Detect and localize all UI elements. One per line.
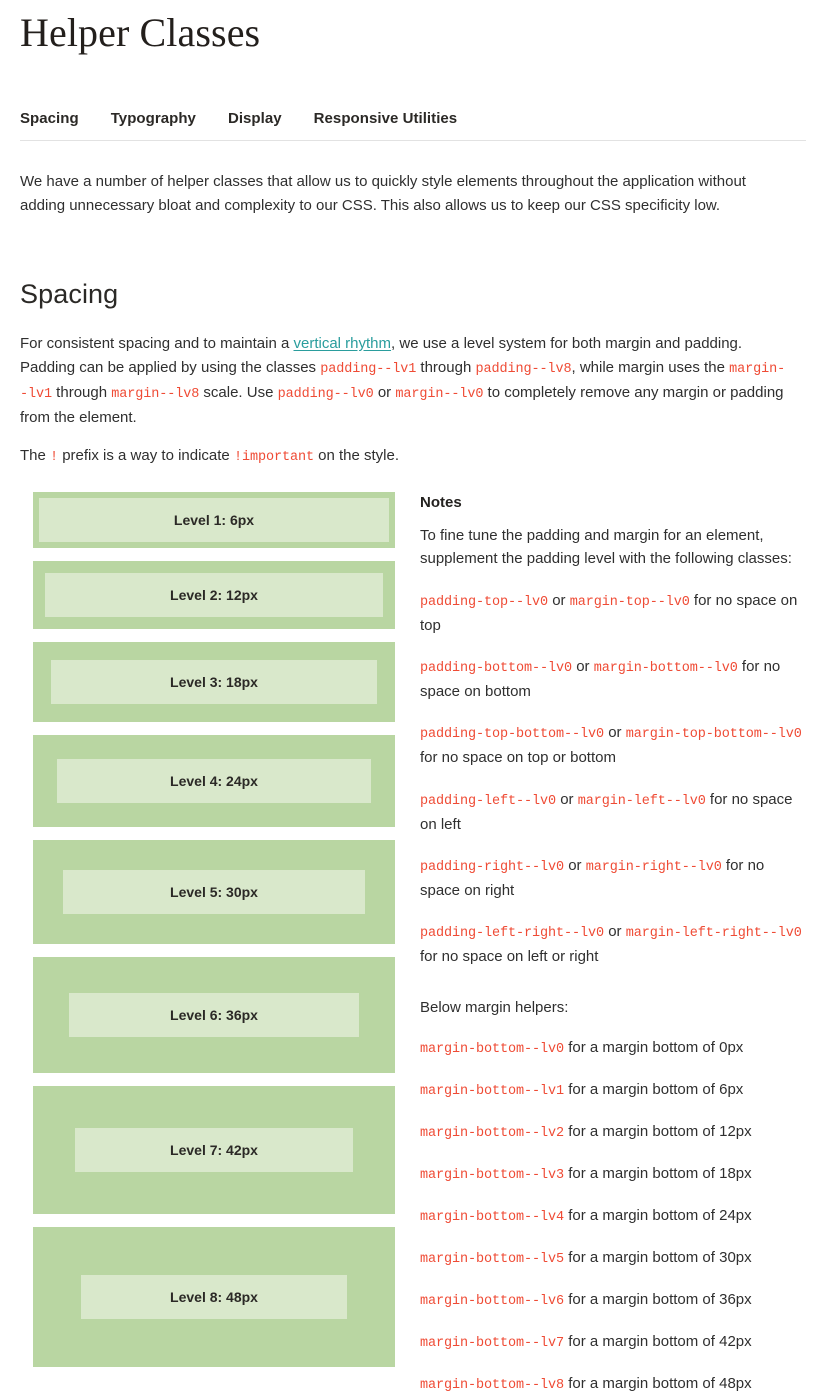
below-margin-helpers-title: Below margin helpers: <box>420 999 569 1017</box>
code-class: margin-left--lv0 <box>577 793 706 809</box>
notes-column <box>395 492 806 1397</box>
text-fragment: prefix is a way to indicate <box>58 446 234 464</box>
code-class: margin-bottom--lv0 <box>593 661 738 677</box>
code-class: padding-right--lv0 <box>420 859 565 875</box>
code-class: margin-top--lv0 <box>569 595 690 611</box>
text-fragment: for no space on bottom <box>420 658 781 701</box>
code-class: padding-bottom--lv0 <box>420 661 573 677</box>
text-fragment: , we use a level system for both margin and padding. Padding can be applied by using the classes <box>20 334 743 376</box>
code-class: margin-bottom--lv0 <box>420 1042 565 1058</box>
spacing-paragraph <box>20 332 790 430</box>
helper-row <box>420 854 806 902</box>
code-padding-lv0: padding--lv0 <box>277 386 374 402</box>
code-class: padding-left-right--lv0 <box>420 926 605 941</box>
text-fragment: or <box>373 383 396 401</box>
spacing-level-list <box>20 492 395 1380</box>
text-fragment: for a margin bottom of 18px <box>564 1165 752 1183</box>
text-fragment: or <box>604 724 626 742</box>
margin-helper-row <box>420 1330 806 1355</box>
spacing-demo-columns <box>20 492 806 1397</box>
spacing-level-box <box>33 1227 395 1367</box>
text-fragment: for no space on right <box>420 856 765 899</box>
tab-spacing[interactable]: Spacing <box>20 110 79 127</box>
text-fragment: or <box>548 592 570 610</box>
code-class: padding-top-bottom--lv0 <box>420 727 605 743</box>
spacing-level-box <box>33 957 395 1073</box>
margin-helper-row <box>420 1246 806 1271</box>
text-fragment: for no space on top <box>420 592 798 635</box>
text-fragment: for a margin bottom of 48px <box>564 1374 752 1392</box>
text-fragment: for a margin bottom of 12px <box>564 1123 752 1141</box>
text-fragment: for a margin bottom of 36px <box>564 1290 752 1308</box>
text-fragment: The <box>20 446 51 464</box>
tab-typography[interactable]: Typography <box>110 110 196 127</box>
text-fragment: on the style. <box>313 446 400 464</box>
code-class: margin-top-bottom--lv0 <box>625 727 802 743</box>
spacing-level-label: Level 2: 12px <box>45 573 383 617</box>
text-fragment: for a margin bottom of 6px <box>564 1081 744 1099</box>
margin-helper-row <box>420 1372 806 1397</box>
code-class: padding-left--lv0 <box>420 793 557 809</box>
code-class: margin-bottom--lv6 <box>420 1293 565 1309</box>
text-fragment: to completely remove any margin or padding from the element. <box>20 383 784 426</box>
tab-display[interactable]: Display <box>227 110 282 127</box>
text-fragment: for no space on top or bottom <box>420 749 616 767</box>
code-margin-lv8: margin--lv8 <box>111 386 200 402</box>
notes-intro: To fine tune the padding and margin for an element, supplement the padding level with the following classes: <box>420 526 792 568</box>
text-fragment: through <box>52 383 112 401</box>
content-container <box>0 10 826 1397</box>
code-class: margin-bottom--lv2 <box>420 1126 565 1142</box>
code-class: padding-top--lv0 <box>420 595 549 611</box>
code-important: !important <box>233 449 314 465</box>
code-class: margin-right--lv0 <box>585 859 722 875</box>
code-class: margin-left-right--lv0 <box>625 926 802 941</box>
spacing-level-label: Level 3: 18px <box>51 660 377 704</box>
text-fragment: for no space on left <box>420 790 793 833</box>
spacing-level-box <box>33 840 395 944</box>
spacing-level-box <box>33 492 395 548</box>
text-fragment: for a margin bottom of 30px <box>564 1249 752 1267</box>
margin-helper-row <box>420 1162 806 1187</box>
spacing-level-label: Level 6: 36px <box>69 993 359 1037</box>
spacing-level-label: Level 8: 48px <box>81 1275 347 1319</box>
code-padding-lv8: padding--lv8 <box>475 361 572 377</box>
intro-paragraph: We have a number of helper classes that allow us to quickly style elements throughout the application without adding unnecessary bloat and complexity to our CSS. This also allows us to keep our CSS specificity low. <box>20 173 746 215</box>
code-class: margin-bottom--lv3 <box>420 1168 565 1184</box>
margin-helper-row <box>420 1036 806 1061</box>
text-fragment: for a margin bottom of 0px <box>564 1039 744 1057</box>
code-bang: ! <box>50 449 59 465</box>
code-padding-lv1: padding--lv1 <box>320 361 417 377</box>
helper-row <box>420 788 806 836</box>
helper-row <box>420 721 806 769</box>
code-class: margin-bottom--lv5 <box>420 1252 565 1268</box>
tab-responsive-utilities[interactable]: Responsive Utilities <box>313 110 458 127</box>
code-class: margin-bottom--lv4 <box>420 1210 565 1226</box>
code-margin-lv1: margin--lv1 <box>20 361 786 402</box>
code-class: margin-bottom--lv1 <box>420 1084 565 1100</box>
spacing-level-box <box>33 561 395 629</box>
page-root <box>0 10 826 1397</box>
margin-helper-row <box>420 1288 806 1313</box>
text-fragment: for a margin bottom of 24px <box>564 1207 752 1225</box>
vertical-rhythm-link[interactable]: vertical rhythm <box>293 334 392 352</box>
text-fragment: or <box>564 856 586 874</box>
spacing-level-label: Level 4: 24px <box>57 759 371 803</box>
margin-helper-row <box>420 1204 806 1229</box>
spacing-level-label: Level 7: 42px <box>75 1128 353 1172</box>
margin-helper-row <box>420 1120 806 1145</box>
important-prefix-paragraph <box>20 444 790 469</box>
text-fragment: or <box>604 923 626 940</box>
code-class: margin-bottom--lv8 <box>420 1377 565 1393</box>
helper-row <box>420 920 806 968</box>
code-class: margin-bottom--lv7 <box>420 1335 565 1351</box>
spacing-level-box <box>33 735 395 827</box>
text-fragment: scale. Use <box>199 383 278 401</box>
spacing-level-label: Level 5: 30px <box>63 870 365 914</box>
spacing-level-label: Level 1: 6px <box>39 498 389 542</box>
helper-row <box>420 655 806 703</box>
spacing-heading: Spacing <box>20 278 119 309</box>
page-title: Helper Classes <box>20 10 261 55</box>
text-fragment: or <box>556 790 578 808</box>
notes-title: Notes <box>420 493 462 511</box>
text-fragment: for no space on left or right <box>420 947 599 965</box>
text-fragment: For consistent spacing and to maintain a <box>20 334 294 352</box>
helper-row <box>420 589 806 637</box>
text-fragment: , while margin uses the <box>571 358 730 376</box>
section-nav <box>20 110 806 141</box>
code-margin-lv0: margin--lv0 <box>395 386 484 402</box>
margin-helper-row <box>420 1078 806 1103</box>
text-fragment: through <box>416 358 476 376</box>
spacing-level-box <box>33 1086 395 1214</box>
text-fragment: for a margin bottom of 42px <box>564 1332 752 1350</box>
spacing-level-box <box>33 642 395 722</box>
text-fragment: or <box>572 658 594 676</box>
